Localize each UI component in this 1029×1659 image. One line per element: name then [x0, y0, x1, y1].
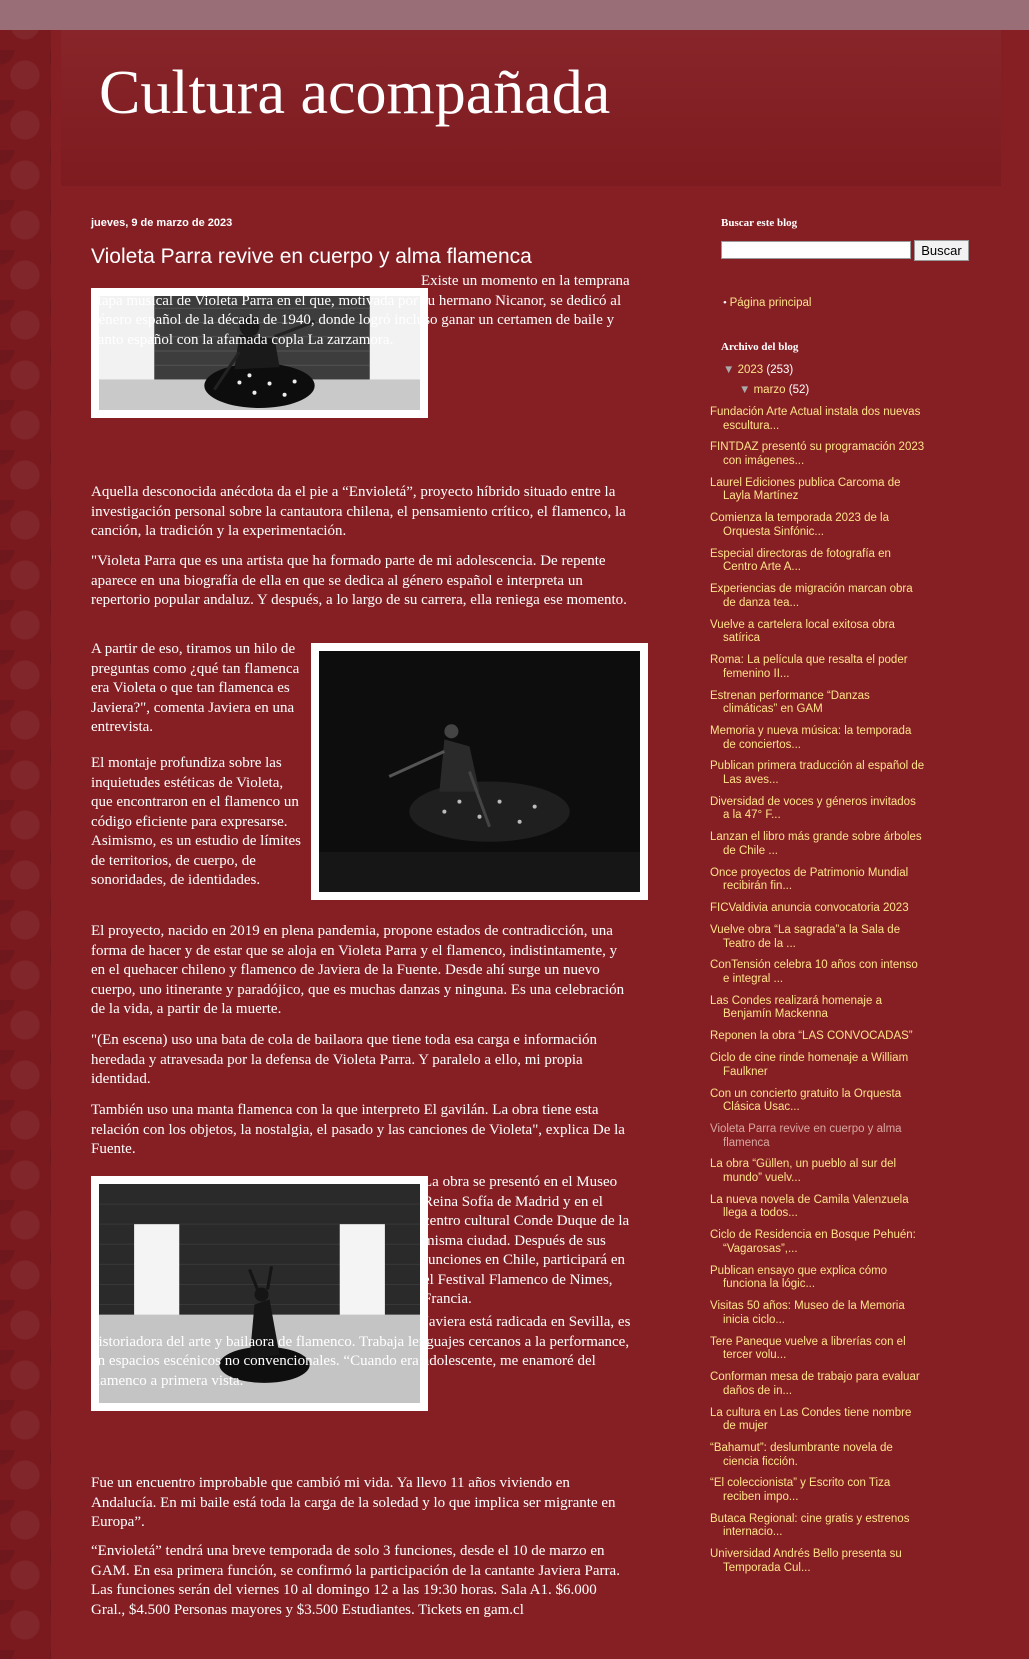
archive-post-link[interactable]: Universidad Andrés Bello presenta su Temporada Cul...	[710, 1548, 902, 1574]
archive-post-link[interactable]: Ciclo de cine rinde homenaje a William Faulkner	[710, 1052, 909, 1078]
triangle-down-icon[interactable]: ▼	[723, 364, 735, 376]
archive-post-link[interactable]: Vuelve obra “La sagrada”a la Sala de Teatro de la ...	[710, 923, 901, 950]
archive-post-link[interactable]: Roma: La película que resalta el poder femenino II...	[710, 654, 908, 680]
post-title[interactable]: Violeta Parra revive en cuerpo y alma flamenca	[91, 245, 532, 268]
archive-post-link[interactable]: ConTensión celebra 10 años con intenso e integral ...	[710, 959, 918, 985]
archive-post-link[interactable]: Especial directoras de fotografía en Centro Arte A...	[710, 547, 891, 574]
blog-container	[51, 30, 1029, 1659]
blog-header	[61, 30, 1001, 186]
post-paragraph-11: Fue un encuentro improbable que cambió mi vida. Ya llevo 11 años viviendo en Andalucía. En mi baile está toda la carga de la soledad y lo que implica ser migrante en Europa”.	[91, 1475, 616, 1530]
archive-post-link[interactable]: Con un concierto gratuito la Orquesta Clásica Usac...	[710, 1087, 902, 1114]
archive-post-link[interactable]: Fundación Arte Actual instala dos nuevas escultura...	[710, 406, 921, 432]
archive-heading: Archivo del blog	[721, 341, 799, 353]
home-link[interactable]: Página principal	[729, 297, 812, 309]
archive-post-link[interactable]: Violeta Parra revive en cuerpo y alma flamenca	[710, 1123, 902, 1149]
post-paragraph-1: Existe un momento en la temprana etapa musical de Violeta Parra en el que, motivada por su hermano Nicanor, se dedicó al género español de la década de 1940, donde logró incluso ganar un certamen de baile y canto español con la afamada copla La zarzamora.	[91, 273, 630, 348]
post-paragraph-5: El montaje profundiza sobre las inquietudes estéticas de Violeta, que encontraron en el flamenco un código eficiente para expresarse. Asimismo, es un estudio de límites de territorios, de cuerpo, de sonoridades, de identidades.	[91, 755, 301, 888]
post-paragraph-8: También uso una manta flamenca con la que interpreto El gavilán. La obra tiene esta relación con los objetos, la nostalgia, el pasado y las canciones de Violeta", explica De la Fuente.	[91, 1102, 625, 1157]
archive-post-link[interactable]: Memoria y nueva música: la temporada de conciertos...	[710, 724, 912, 751]
search-input[interactable]	[721, 241, 911, 259]
archive-post-link[interactable]: Experiencias de migración marcan obra de danza tea...	[710, 583, 913, 609]
archive-post-link[interactable]: Butaca Regional: cine gratis y estrenos internacio...	[710, 1512, 910, 1539]
archive-post-link[interactable]: Once proyectos de Patrimonio Mundial recibirán fin...	[710, 866, 909, 893]
post-paragraph-7: "(En escena) uso una bata de cola de bailaora que tiene toda esa carga e información heredada y atravesada por la defensa de Violeta Parra. Y paralelo a ello, mi propia identidad.	[91, 1032, 598, 1087]
archive-post-link[interactable]: FINTDAZ presentó su programación 2023 con imágenes...	[710, 441, 925, 468]
archive-post-link[interactable]: Lanzan el libro más grande sobre árboles de Chile ...	[710, 831, 922, 857]
post-paragraph-2: Aquella desconocida anécdota da el pie a “Envioletá”, proyecto híbrido situado entre la investigación personal sobre la cantautora chilena, el pensamiento crítico, el flamenco, la canción, la tradición y la experimentación.	[91, 484, 626, 539]
post-paragraph-10: Javiera está radicada en Sevilla, es historiadora del arte y bailaora de flamenco. Trabaja lenguajes cercanos a la performance, en espacios escénicos no convencionales. “Cuando era adolescente, me enamoré del flamenco a primera vista.	[91, 1314, 631, 1389]
triangle-down-icon[interactable]: ▼	[739, 384, 751, 396]
archive-post-link[interactable]: “El coleccionista” y Escrito con Tiza reciben impo...	[710, 1477, 891, 1503]
pages-list	[723, 293, 811, 311]
archive-post-link[interactable]: Diversidad de voces y géneros invitados a la 47° F...	[710, 795, 916, 822]
archive-post-link[interactable]: Publican ensayo que explica cómo funciona la lógic...	[710, 1264, 888, 1291]
archive-post-link[interactable]: Las Condes realizará homenaje a Benjamín Mackenna	[710, 994, 882, 1021]
archive-post-link[interactable]: Visitas 50 años: Museo de la Memoria inicia ciclo...	[710, 1300, 905, 1326]
archive-post-link[interactable]: Vuelve a cartelera local exitosa obra satírica	[710, 618, 895, 645]
archive-post-link[interactable]: Tere Paneque vuelve a librerías con el tercer volu...	[710, 1335, 906, 1362]
archive-year[interactable]	[723, 364, 793, 376]
archive-post-link[interactable]: Ciclo de Residencia en Bosque Pehuén: “Vagarosas”,...	[710, 1229, 916, 1255]
archive-post-link[interactable]: Reponen la obra “LAS CONVOCADAS”	[710, 1030, 913, 1043]
dancer-photo-2	[319, 651, 640, 892]
archive-post-link[interactable]: Comienza la temporada 2023 de la Orquesta Sinfónic...	[710, 512, 890, 538]
search-button[interactable]: Buscar	[914, 240, 969, 261]
archive-post-link[interactable]: Laurel Ediciones publica Carcoma de Layla Martínez	[710, 476, 901, 503]
archive-post-link[interactable]: Estrenan performance “Danzas climáticas” en GAM	[710, 689, 870, 716]
archive-post-link[interactable]: Conforman mesa de trabajo para evaluar daños de in...	[710, 1371, 920, 1397]
blog-title[interactable]: Cultura acompañada	[99, 59, 611, 127]
bullet: •	[723, 297, 730, 309]
post-paragraph-4: A partir de eso, tiramos un hilo de preguntas como ¿qué tan flamenca era Violeta o que tan flamenca es Javiera?", comenta Javiera en una entrevista.	[91, 641, 300, 735]
archive-month-count: (52)	[788, 384, 810, 396]
post-paragraph-3: "Violeta Parra que es una artista que ha formado parte de mi adolescencia. De repente aparece en una biografía de ella en que se dedica al género español e interpreta un repertorio popular andaluz. Y después, a lo largo de su carrera, ella reniega ese momento.	[91, 553, 627, 608]
search-heading: Buscar este blog	[721, 217, 798, 229]
archive-post-link[interactable]: La cultura en Las Condes tiene nombre de mujer	[710, 1406, 912, 1433]
archive-year-count: (253)	[766, 364, 794, 376]
archive-post-link[interactable]: “Bahamut”: deslumbrante novela de ciencia ficción.	[710, 1441, 893, 1468]
post-paragraph-12: “Envioletá” tendrá una breve temporada de solo 3 funciones, desde el 10 de marzo en GAM. En esa primera función, se confirmó la participación de la cantante Javiera Parra. Las funciones serán del viernes 10 al domingo 12 a las 19:30 horas. Sala A1. $6.000 Gral., $4.500 Personas mayores y $3.500 Estudiantes. Tickets en gam.cl	[91, 1543, 620, 1618]
post-paragraph-9: La obra se presentó en el Museo Reina Sofía de Madrid y en el centro cultural Conde Duque de la misma ciudad. Después de sus funciones en Chile, participará en el Festival Flamenco de Nimes, Francia.	[423, 1174, 630, 1307]
archive-post-link[interactable]: La obra “Güllen, un pueblo al sur del mundo” vuelv...	[710, 1158, 897, 1185]
archive-post-link[interactable]: La nueva novela de Camila Valenzuela llega a todos...	[710, 1193, 909, 1220]
post-image-2[interactable]	[311, 643, 648, 900]
archive-post-list	[710, 406, 925, 1584]
archive-post-link[interactable]: Publican primera traducción al español de Las aves...	[710, 760, 925, 786]
post-paragraph-6: El proyecto, nacido en 2019 en plena pandemia, propone estados de contradicción, una forma de hacer y de estar que se aloja en Violeta Parra y el flamenco, indistintamente, y en el quehacer chileno y flamenco de Javiera de la Fuente. Desde ahí surge un nuevo cuerpo, uno itinerante y paradójico, que es muchas danzas y ninguna. Es una celebración de la vida, a partir de la muerte.	[91, 923, 625, 1017]
archive-month[interactable]	[739, 384, 809, 396]
post-date: jueves, 9 de marzo de 2023	[91, 217, 233, 229]
archive-month-link[interactable]: marzo	[753, 384, 786, 396]
archive-year-link[interactable]: 2023	[737, 364, 764, 376]
archive-post-link[interactable]: FICValdivia anuncia convocatoria 2023	[710, 902, 909, 915]
top-strip	[0, 0, 1029, 30]
